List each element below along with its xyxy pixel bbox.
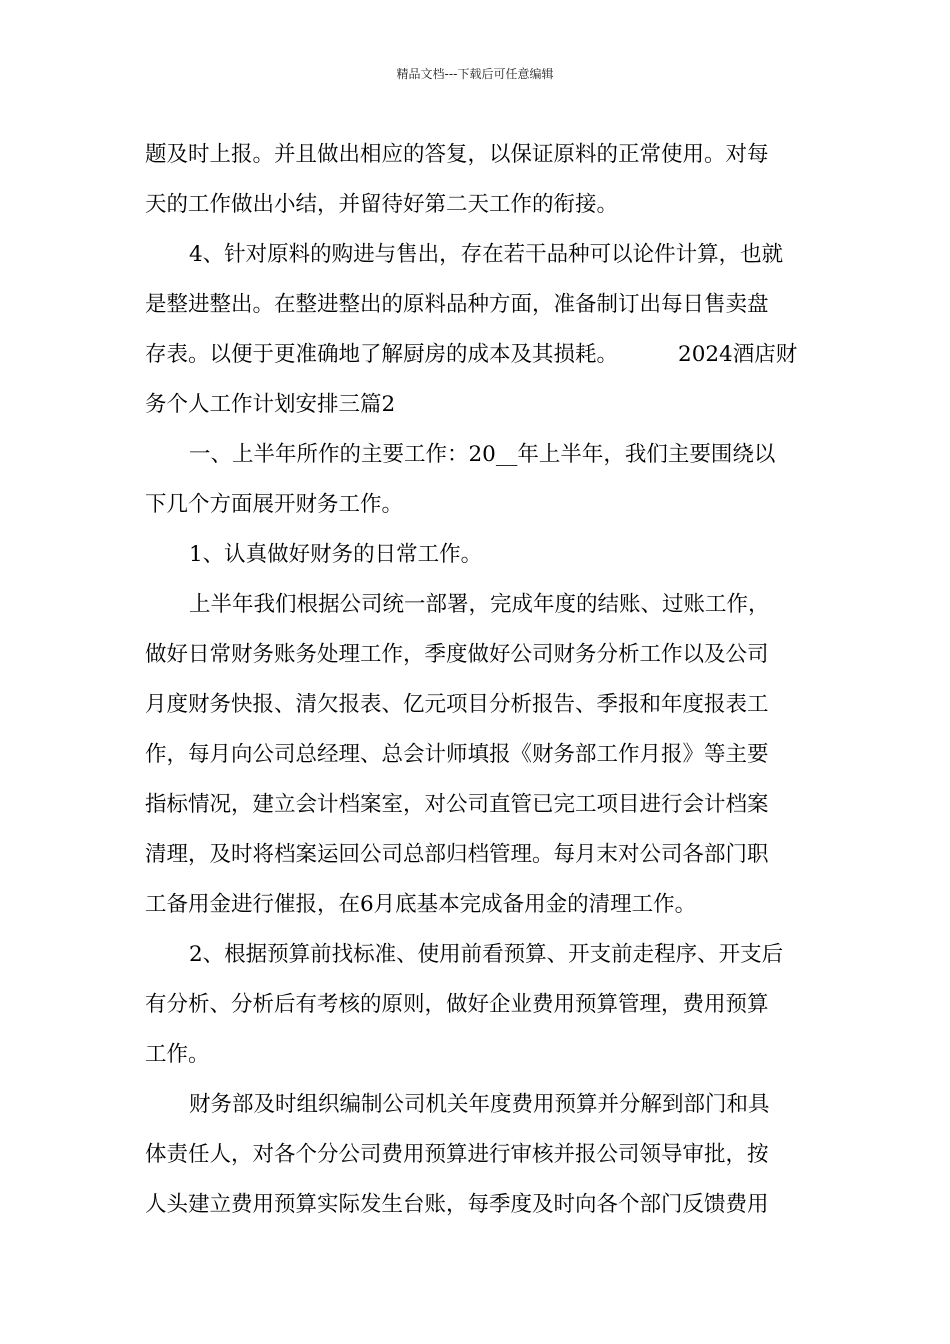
text-line-content: 是整进整出。在整进整出的原料品种方面，准备制订出每日售卖盘 <box>145 292 769 317</box>
text-line <box>145 730 805 780</box>
text-line <box>145 1030 805 1080</box>
text-line-content: 作，每月向公司总经理、总会计师填报《财务部工作月报》等主要 <box>145 742 769 767</box>
page-header: 精品文档---下载后可任意编辑 <box>396 67 554 81</box>
text-line-content: 体责任人，对各个分公司费用预算进行审核并报公司领导审批，按 <box>145 1142 769 1167</box>
text-line <box>145 680 805 730</box>
text-line <box>145 1080 805 1130</box>
text-line-content: 指标情况，建立会计档案室，对公司直管已完工项目进行会计档案 <box>145 792 769 817</box>
text-line <box>145 580 805 630</box>
text-line-tail: 2024酒店财 <box>678 342 798 367</box>
text-line <box>145 380 805 430</box>
text-line-content: 财务部及时组织编制公司机关年度费用预算并分解到部门和具 <box>189 1092 770 1117</box>
text-line <box>145 1130 805 1180</box>
text-line <box>145 530 805 580</box>
text-line <box>145 280 805 330</box>
text-line <box>145 1180 805 1230</box>
text-line <box>145 480 805 530</box>
text-line <box>145 180 805 230</box>
text-line <box>145 880 805 930</box>
text-line-content: 一、上半年所作的主要工作：20__年上半年，我们主要围绕以 <box>189 442 776 467</box>
text-line-content: 工作。 <box>145 1042 210 1067</box>
text-line <box>145 930 805 980</box>
text-line <box>145 830 805 880</box>
text-line-content: 2、根据预算前找标准、使用前看预算、开支前走程序、开支后 <box>189 942 784 967</box>
text-line <box>145 430 805 480</box>
text-line-content: 4、针对原料的购进与售出，存在若干品种可以论件计算，也就 <box>189 242 784 267</box>
text-line-content: 存表。以便于更准确地了解厨房的成本及其损耗。 <box>145 342 619 367</box>
text-line-content: 下几个方面展开财务工作。 <box>145 492 404 517</box>
text-line-content: 上半年我们根据公司统一部署，完成年度的结账、过账工作， <box>189 592 770 617</box>
text-line-content: 1、认真做好财务的日常工作。 <box>189 542 483 567</box>
text-line-content: 有分析、分析后有考核的原则，做好企业费用预算管理，费用预算 <box>145 992 769 1017</box>
text-line-content: 做好日常财务账务处理工作，季度做好公司财务分析工作以及公司 <box>145 642 769 667</box>
text-line <box>145 630 805 680</box>
text-line <box>145 130 805 180</box>
text-line-content: 天的工作做出小结，并留待好第二天工作的衔接。 <box>145 192 619 217</box>
text-line-content: 月度财务快报、清欠报表、亿元项目分析报告、季报和年度报表工 <box>145 692 769 717</box>
text-line <box>145 330 805 380</box>
text-line-content: 题及时上报。并且做出相应的答复，以保证原料的正常使用。对每 <box>145 142 769 167</box>
text-line-content: 务个人工作计划安排三篇2 <box>145 392 396 417</box>
text-line <box>145 230 805 280</box>
text-line-content: 工备用金进行催报，在6月底基本完成备用金的清理工作。 <box>145 892 697 917</box>
text-line <box>145 780 805 830</box>
text-line-content: 清理，及时将档案运回公司总部归档管理。每月末对公司各部门职 <box>145 842 769 867</box>
text-line <box>145 980 805 1030</box>
document-body <box>145 130 805 1230</box>
text-line-content: 人头建立费用预算实际发生台账，每季度及时向各个部门反馈费用 <box>145 1192 769 1217</box>
